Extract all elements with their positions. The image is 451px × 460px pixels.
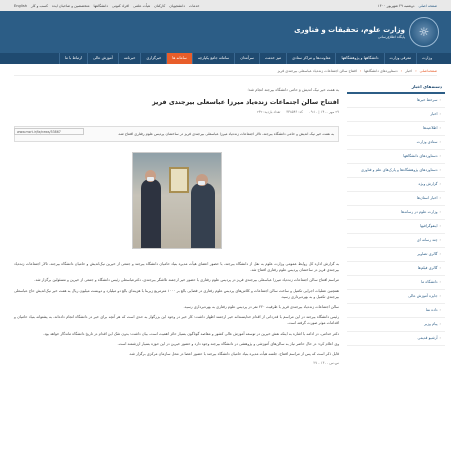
chevron-left-icon: ‹ <box>439 210 441 214</box>
sidebar-item[interactable] <box>347 164 445 178</box>
person-right <box>191 183 215 249</box>
sidebar-item[interactable] <box>347 276 445 290</box>
top-link[interactable]: English <box>14 3 27 8</box>
breadcrumb-separator-icon: ‹ <box>359 69 362 73</box>
article-code: کد: ۳۳۸۵۴۶ <box>286 110 303 114</box>
chevron-left-icon: ‹ <box>439 280 441 284</box>
article-paragraph: دکتر خدامی، در ادامه با اشاره به اینکه نقش خیرین در توسعه آموزش عالی کشور و مقاصد گوناگون بسیار حائز اهمیت است، بیان داشت: بدون شک این اقدام در تاریخ دانشگاه ماندگار خواهد بود. <box>43 331 339 336</box>
article-paragraph: قابل ذکر است که پس از مراسم افتتاح، جلسه هیأت مدیره بنیاد حامیان دانشگاه بیرجند با حضور اعضا در محل سازمان مرکزی برگزار شد. <box>128 352 339 357</box>
short-link-field[interactable]: www.msrt.ir/fa/news/53867 <box>14 128 84 135</box>
article-footer-note: س.س ۱۴۰۰ - ۲۷ <box>313 361 339 366</box>
sidebar-item-label: سرخط خبرها <box>416 98 438 102</box>
chevron-left-icon: ‹ <box>439 294 441 298</box>
article-date: ۲۹ مهر ۱۴۰۰ | ۰۹:۱۰ <box>308 110 339 114</box>
article-body <box>14 261 339 357</box>
chevron-left-icon: ‹ <box>439 98 441 102</box>
sidebar-item[interactable] <box>347 290 445 304</box>
sidebar-item[interactable] <box>347 206 445 220</box>
sidebar <box>347 81 445 346</box>
person-left <box>141 179 161 249</box>
article-paragraph: به گزارش اداره کل روابط عمومی وزارت علوم به نقل از دانشگاه بیرجند، با حضور اعضای هیأت مدیره بنیاد حامیان دانشگاه بیرجند و جمعی از خیرین نیک‌اندیش و حامیان دانشگاه بیرجند، تالار اجتماعات زنده‌یاد بیرجندی فریز در ساختمان پردیس علوم رفتاری افتتاح شد. <box>14 262 339 273</box>
top-links <box>14 4 199 8</box>
sidebar-item-label: دستاوردهای پژوهشگاه‌ها و پارک‌های علم و فناوری <box>361 168 438 172</box>
chevron-left-icon: ‹ <box>439 140 441 144</box>
top-link[interactable]: دانشجویان <box>169 3 185 8</box>
nav-item[interactable]: وزارت <box>416 53 437 64</box>
sidebar-item-label: داده نما <box>425 308 438 312</box>
chevron-left-icon: ‹ <box>439 238 441 242</box>
breadcrumb-separator-icon: ‹ <box>415 69 417 73</box>
chevron-left-icon: ‹ <box>439 266 441 270</box>
breadcrumb-separator-icon: ‹ <box>400 69 403 73</box>
mask-right <box>198 181 205 185</box>
article-paragraph: مراسم افتتاح سالن اجتماعات زنده‌یاد میرزا عباسعلی بیرجندی فریز در پردیس علوم رفتاری با حضور خیر ارجمند تلاشگر بیرجندی، دکترعباسعلی رئیس دانشگاه و جمعی از خیرین و مسئولین برگزار شد. <box>34 278 339 283</box>
sidebar-item-label: اطلاعیه‌ها <box>422 126 438 130</box>
article-lead: به همت خیر نیک اندیش و حامی دانشگاه بیرجند انجام شد؛ <box>247 87 339 92</box>
sidebar-item-label: اینفوگرافیها <box>420 224 438 228</box>
chevron-left-icon: ‹ <box>439 112 441 116</box>
breadcrumb-item[interactable]: صفحه‌اصلی <box>419 69 437 73</box>
article <box>14 81 339 365</box>
mask-left <box>147 177 154 181</box>
top-link[interactable]: کسب و کار <box>30 3 48 8</box>
sidebar-item[interactable] <box>347 122 445 136</box>
site-logo[interactable] <box>289 15 439 49</box>
article-photo <box>132 152 222 249</box>
sidebar-item-label: گزارش ویژه <box>418 182 438 186</box>
sidebar-item-label: اخبار استان‌ها <box>416 196 438 200</box>
breadcrumb-item: افتتاح سالن اجتماعات زنده‌یاد عباسعلی بیرجندی فریز <box>277 69 357 73</box>
sidebar-item[interactable] <box>347 150 445 164</box>
top-link[interactable]: خدمات <box>188 3 200 8</box>
nav-item[interactable]: سامانه ها <box>166 53 192 64</box>
nav-item[interactable]: میز خدمت <box>259 53 286 64</box>
top-link[interactable]: دانشگاهها <box>93 3 109 8</box>
sidebar-title: دسته‌های اخبار <box>347 81 445 94</box>
top-bar <box>0 0 451 11</box>
sidebar-item[interactable] <box>347 304 445 318</box>
chevron-left-icon: ‹ <box>439 252 441 256</box>
breadcrumb <box>14 67 437 76</box>
home-link[interactable]: صفحه اصلی <box>418 3 437 8</box>
top-link[interactable]: هیأت علمی <box>133 3 151 8</box>
logo-title: وزارت علوم، تحقیقات و فناوری <box>294 25 405 34</box>
breadcrumb-item[interactable]: دستاوردهای دانشگاهها <box>364 69 398 73</box>
sidebar-item-label: گالری تصاویر <box>417 252 438 256</box>
nav-item[interactable]: آموزش عالی <box>87 53 118 64</box>
sidebar-item[interactable] <box>347 248 445 262</box>
sidebar-item-label: گالری فیلم‌ها <box>417 266 438 270</box>
sidebar-item-label: ستادی وزارت <box>416 140 438 144</box>
sidebar-item[interactable] <box>347 234 445 248</box>
sidebar-item[interactable] <box>347 192 445 206</box>
chevron-left-icon: ‹ <box>439 224 441 228</box>
sidebar-item-label: وزارت علوم در رسانه‌ها <box>401 210 438 214</box>
chevron-left-icon: ‹ <box>439 154 441 158</box>
sidebar-item-label: پیام وزیر <box>424 322 438 326</box>
article-paragraph: رئیس دانشگاه بیرجند در این مراسم با قدردانی از اقدام خداپسندانه خیر ارجمند اظهار داشت: کار خیر در وجود این بزرگوار به حدی است که هر آنچه برای خیر در دانشگاه انجام داده‌اند، به پشتوانه بنیاد حامیان و اقدامات موثر صورت گرفته است. <box>14 315 339 326</box>
emblem-icon: ☼ <box>409 17 439 47</box>
chevron-left-icon: ‹ <box>439 308 441 312</box>
article-paragraph: وی اعلام کرد: در حال حاضر نیاز به سالن‌های آموزشی و پژوهشی در دانشگاه بیرجند وجود دارد و حضور خیرین در این حوزه بسیار ارزشمند است. <box>117 341 339 346</box>
sidebar-item[interactable] <box>347 220 445 234</box>
sidebar-item-label: آرشیو قدیمی <box>417 336 438 340</box>
breadcrumb-item[interactable]: اخبار <box>405 69 413 73</box>
chevron-left-icon: ‹ <box>439 336 441 340</box>
article-paragraph: همچنین عملیات اجرایی تکمیل و ساخت سالن اجتماعات و کلاس‌های پردیس علوم رفتاری در فضایی بالغ بر ۱۰۰۰ مترمربع زیربنا با هزینه‌ای بالغ دو میلیارد و دویست میلیون ریال به همت خیر نیک‌اندیش حاج عباسعلی بیرجندی تکمیل و به بهره‌برداری رسید. <box>14 288 339 299</box>
article-title: افتتاح سالن اجتماعات زنده‌یاد میرزا عباسعلی بیرجندی فریز <box>152 98 339 106</box>
top-link[interactable]: افراد کنونی <box>112 3 130 8</box>
logo-subtitle: پایگاه اطلاع‌رسانی <box>377 34 405 39</box>
sidebar-item-label: چند رسانه ای <box>416 238 438 242</box>
article-meta <box>14 110 339 114</box>
article-paragraph: سالن اجتماعات زنده‌یاد بیرجندی فریز با ظرفیت ۲۲۰ نفر در پردیس علوم رفتاری به بهره‌برداری رسید. <box>183 305 339 310</box>
top-link[interactable]: کارکنان <box>154 3 166 8</box>
article-summary: به همت خیر نیک اندیش و حامی دانشگاه بیرجند، تالار اجتماعات زنده‌یاد میرزا عباسعلی بیرجندی فریز در ساختمان پردیس علوم رفتاری افتتاح شد. <box>14 126 339 142</box>
sidebar-item-label: دستاوردهای دانشگاهها <box>403 154 438 158</box>
sidebar-item-label: دانشگاه ما <box>421 280 438 284</box>
top-link[interactable]: متخصصین و صاحبان ایده <box>52 3 90 8</box>
nav-item[interactable]: معاونت‌ها و مراکز ستادی <box>286 53 335 64</box>
sidebar-item[interactable] <box>347 318 445 332</box>
sidebar-item-label: جایزه آموزش عالی <box>408 294 438 298</box>
chevron-left-icon: ‹ <box>439 182 441 186</box>
sidebar-item[interactable] <box>347 136 445 150</box>
chevron-left-icon: ‹ <box>439 322 441 326</box>
certificate-frame <box>169 167 189 193</box>
sidebar-item[interactable] <box>347 262 445 276</box>
sidebar-item[interactable] <box>347 94 445 108</box>
main-navigation <box>0 53 451 64</box>
nav-item[interactable]: خبرگزاری <box>140 53 166 64</box>
header-banner <box>0 11 451 53</box>
sidebar-item[interactable] <box>347 178 445 192</box>
nav-item[interactable]: سرآمدان <box>234 53 259 64</box>
sidebar-list <box>347 94 445 346</box>
nav-item[interactable]: خبرنامه <box>118 53 141 64</box>
nav-item[interactable]: ارتباط با ما <box>59 53 87 64</box>
date-label: دوشنبه ۲۹ شهریور ۱۴۰۰ <box>377 3 415 8</box>
sidebar-item[interactable] <box>347 108 445 122</box>
sidebar-item[interactable] <box>347 332 445 346</box>
nav-item[interactable]: معرفی وزارت <box>384 53 417 64</box>
nav-item[interactable]: سامانه جامع یکپارچه <box>192 53 234 64</box>
chevron-left-icon: ‹ <box>439 168 441 172</box>
sidebar-item-label: اخبار <box>430 112 438 116</box>
chevron-left-icon: ‹ <box>439 126 441 130</box>
article-views: تعداد بازدید: ۲۳۲ <box>256 110 281 114</box>
nav-item[interactable]: دانشگاهها و پژوهشگاهها <box>335 53 383 64</box>
chevron-left-icon: ‹ <box>439 196 441 200</box>
